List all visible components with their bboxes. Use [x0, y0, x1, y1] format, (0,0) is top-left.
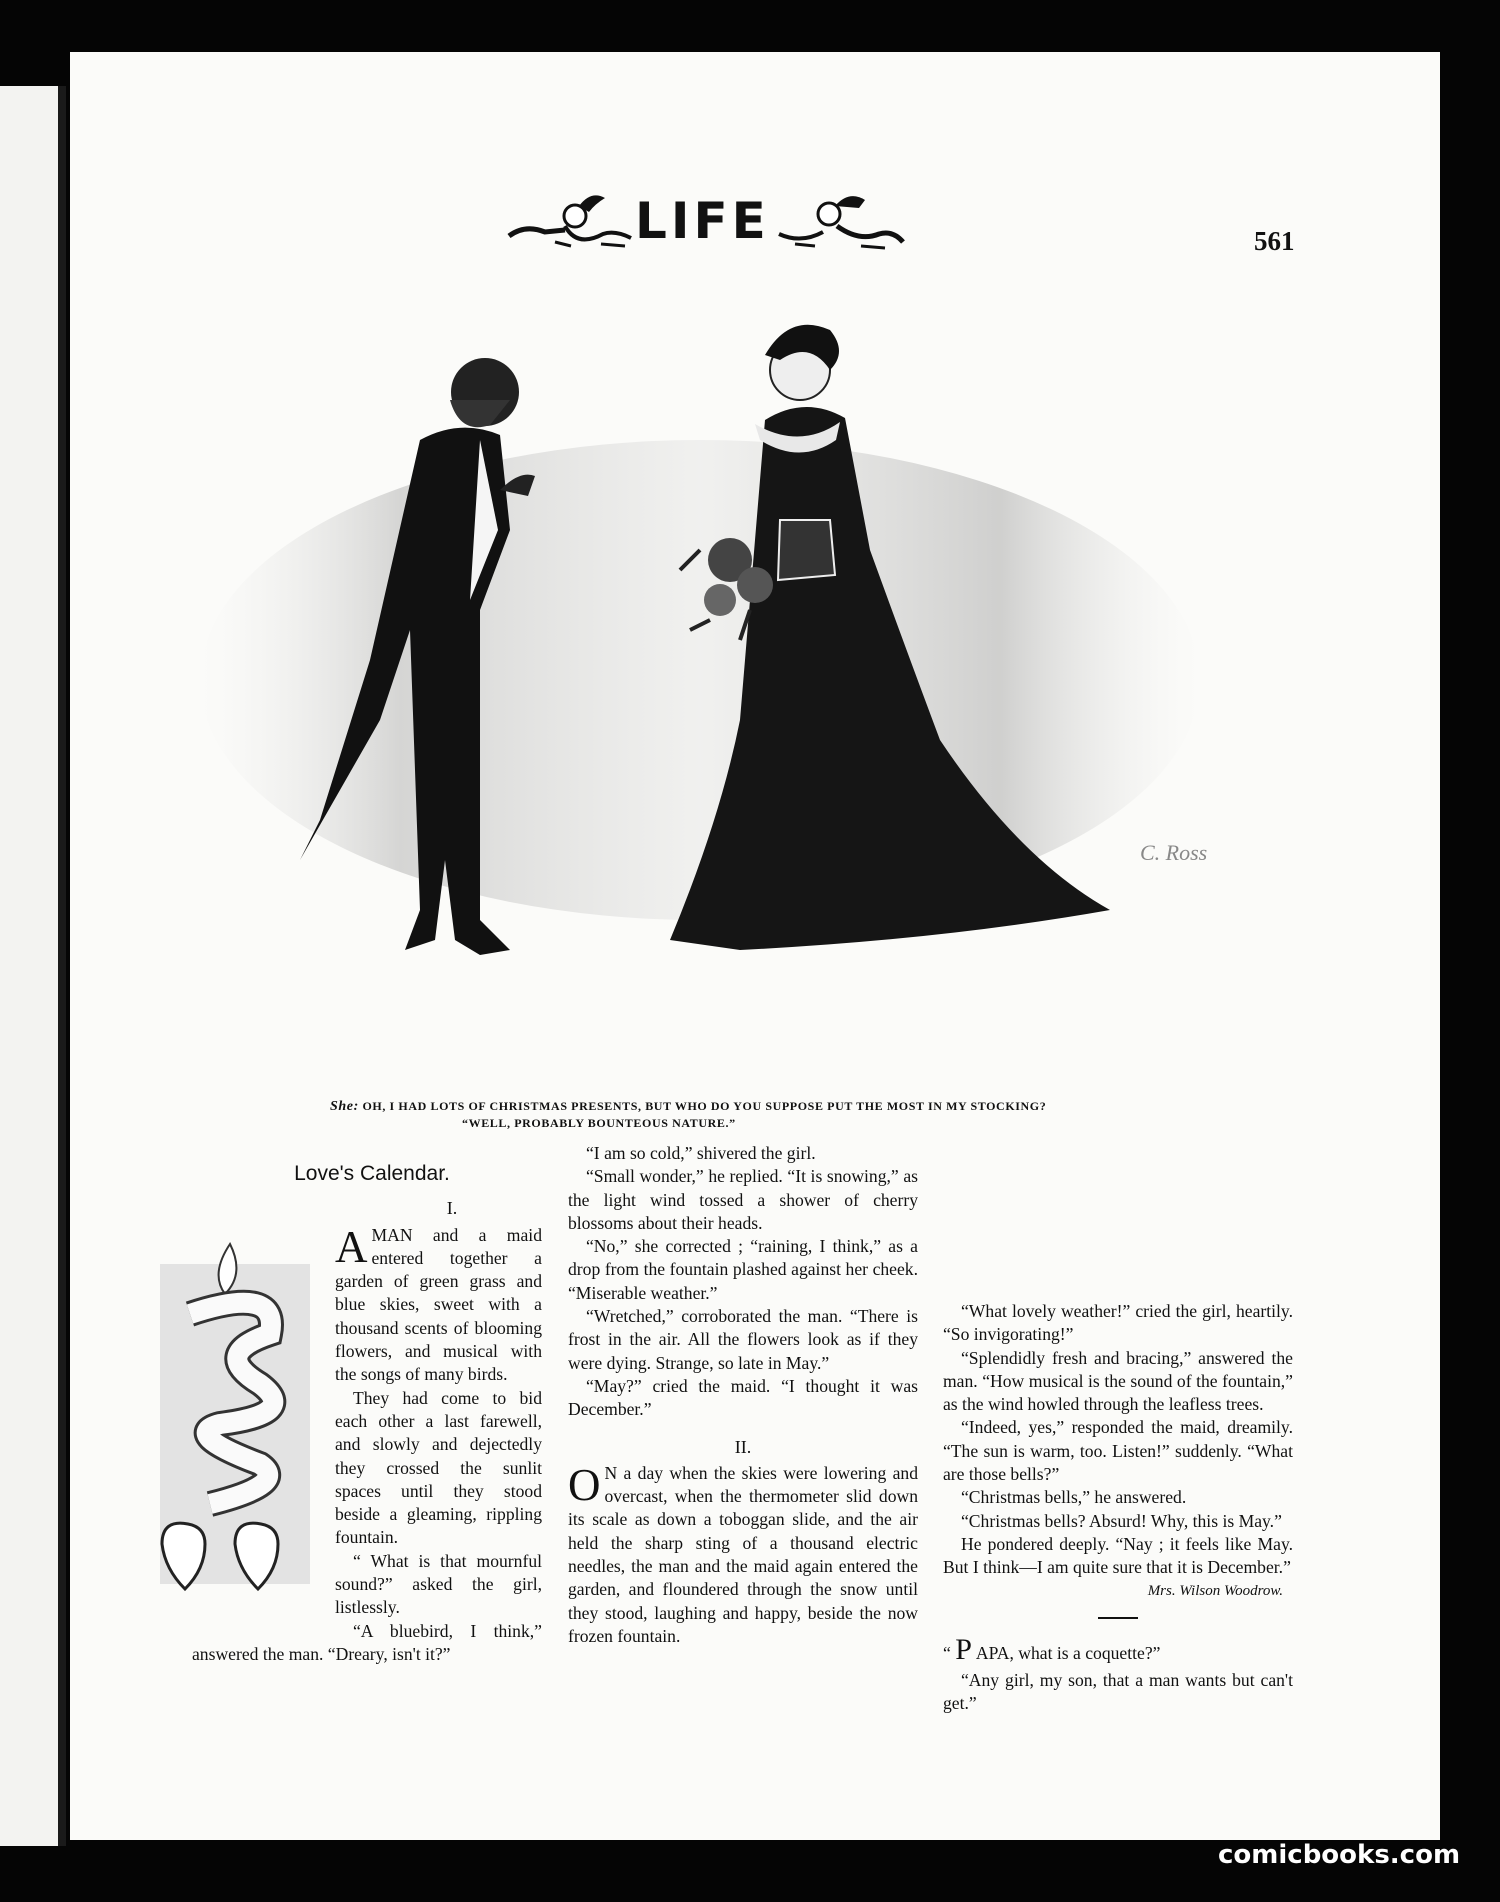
- masthead-title: LIFE: [635, 192, 770, 250]
- joke-answer: “Any girl, my son, that a man wants but can't get.”: [943, 1669, 1293, 1714]
- section-numeral-2: II.: [734, 1436, 752, 1457]
- caption-line-2: “WELL, PROBABLY BOUNTEOUS NATURE.”: [462, 1116, 736, 1130]
- caption-speaker: She:: [330, 1099, 359, 1114]
- author-signature: Mrs. Wilson Woodrow.: [1147, 1582, 1283, 1599]
- paragraph: “I am so cold,” shivered the girl.: [586, 1143, 816, 1163]
- paragraph: “Small wonder,” he replied. “It is snowing,” as the light wind tossed a shower of cherry blossoms about their heads.: [568, 1166, 918, 1233]
- cartoon-caption: [330, 1098, 1210, 1132]
- text-column-1: [192, 1162, 542, 1666]
- caption-line-1: OH, I HAD LOTS OF CHRISTMAS PRESENTS, BUT WHO DO YOU SUPPOSE PUT THE MOST IN MY STOCKING?: [362, 1099, 1047, 1113]
- section-numeral-1: I.: [446, 1198, 458, 1219]
- masthead-cherub-left-icon: [505, 186, 635, 256]
- left-page-edge: [0, 86, 58, 1846]
- paragraph: AMAN and a maid entered together a garden of green grass and blue skies, sweet with a thousand scents of blooming flowers, and musical with the songs of many birds.: [335, 1221, 542, 1385]
- cartoon-illustration: [180, 300, 1350, 1070]
- dropcap: A: [335, 1221, 368, 1272]
- masthead: [505, 176, 905, 272]
- article-title: Love's Calendar.: [294, 1162, 450, 1185]
- paragraph: “Wretched,” corroborated the man. “There is frost in the air. All the flowers look as if they were dying. Strange, so late in May.”: [568, 1306, 918, 1373]
- background-shading: [200, 440, 1200, 920]
- page-number: 561: [1254, 226, 1295, 256]
- text-column-2: [568, 1142, 918, 1648]
- paragraph: “What lovely weather!” cried the girl, heartily. “So invigorating!”: [943, 1301, 1293, 1345]
- hearts-ribbon-ornament: [150, 1224, 325, 1619]
- paragraph: “Splendidly fresh and bracing,” answered the man. “How musical is the sound of the fountain,” as the wind howled through the leafless trees.: [943, 1347, 1293, 1415]
- watermark: comicbooks.com: [1218, 1840, 1461, 1870]
- dropcap: P: [955, 1632, 972, 1666]
- masthead-cherub-right-icon: [775, 184, 905, 256]
- joke-question: “ P APA, what is a coquette?”: [943, 1632, 1161, 1666]
- paragraph: He pondered deeply. “Nay ; it feels like May. But I think—I am quite sure that it is December.”: [943, 1533, 1293, 1578]
- paragraph: O N a day when the skies were lowering and overcast, when the thermometer slid down its scale as down a toboggan slide, and the air held the sharp sting of a thousand electric needles, the man and the maid again entered the garden, and floundered through the snow until they stood, laughing and happy, beside the now frozen fountain.: [568, 1459, 918, 1646]
- paragraph: “Christmas bells,” he answered.: [961, 1487, 1187, 1508]
- divider-rule: [1098, 1617, 1138, 1619]
- text-column-3: [943, 1300, 1293, 1715]
- book-gutter: [58, 86, 66, 1846]
- dropcap: O: [568, 1459, 601, 1510]
- paragraph: “Indeed, yes,” responded the maid, dreamily. “The sun is warm, too. Listen!” suddenly. “What are those bells?”: [943, 1417, 1293, 1485]
- paragraph: “A bluebird, I think,” answered the man. “Dreary, isn't it?”: [192, 1620, 542, 1664]
- artist-signature: C. Ross: [1140, 840, 1208, 865]
- paragraph: “Christmas bells? Absurd! Why, this is May.”: [961, 1510, 1282, 1531]
- paragraph: “ What is that mournful sound?” asked the girl, listlessly.: [335, 1550, 542, 1618]
- paragraph: “May?” cried the maid. “I thought it was December.”: [568, 1375, 918, 1420]
- paragraph: “No,” she corrected ; “raining, I think,” as a drop from the fountain plashed against her cheek. “Miserable weather.”: [568, 1236, 918, 1303]
- paragraph: They had come to bid each other a last farewell, and slowly and dejectedly they crossed the sunlit spaces until they stood beside a gleaming, rippling fountain.: [335, 1387, 542, 1548]
